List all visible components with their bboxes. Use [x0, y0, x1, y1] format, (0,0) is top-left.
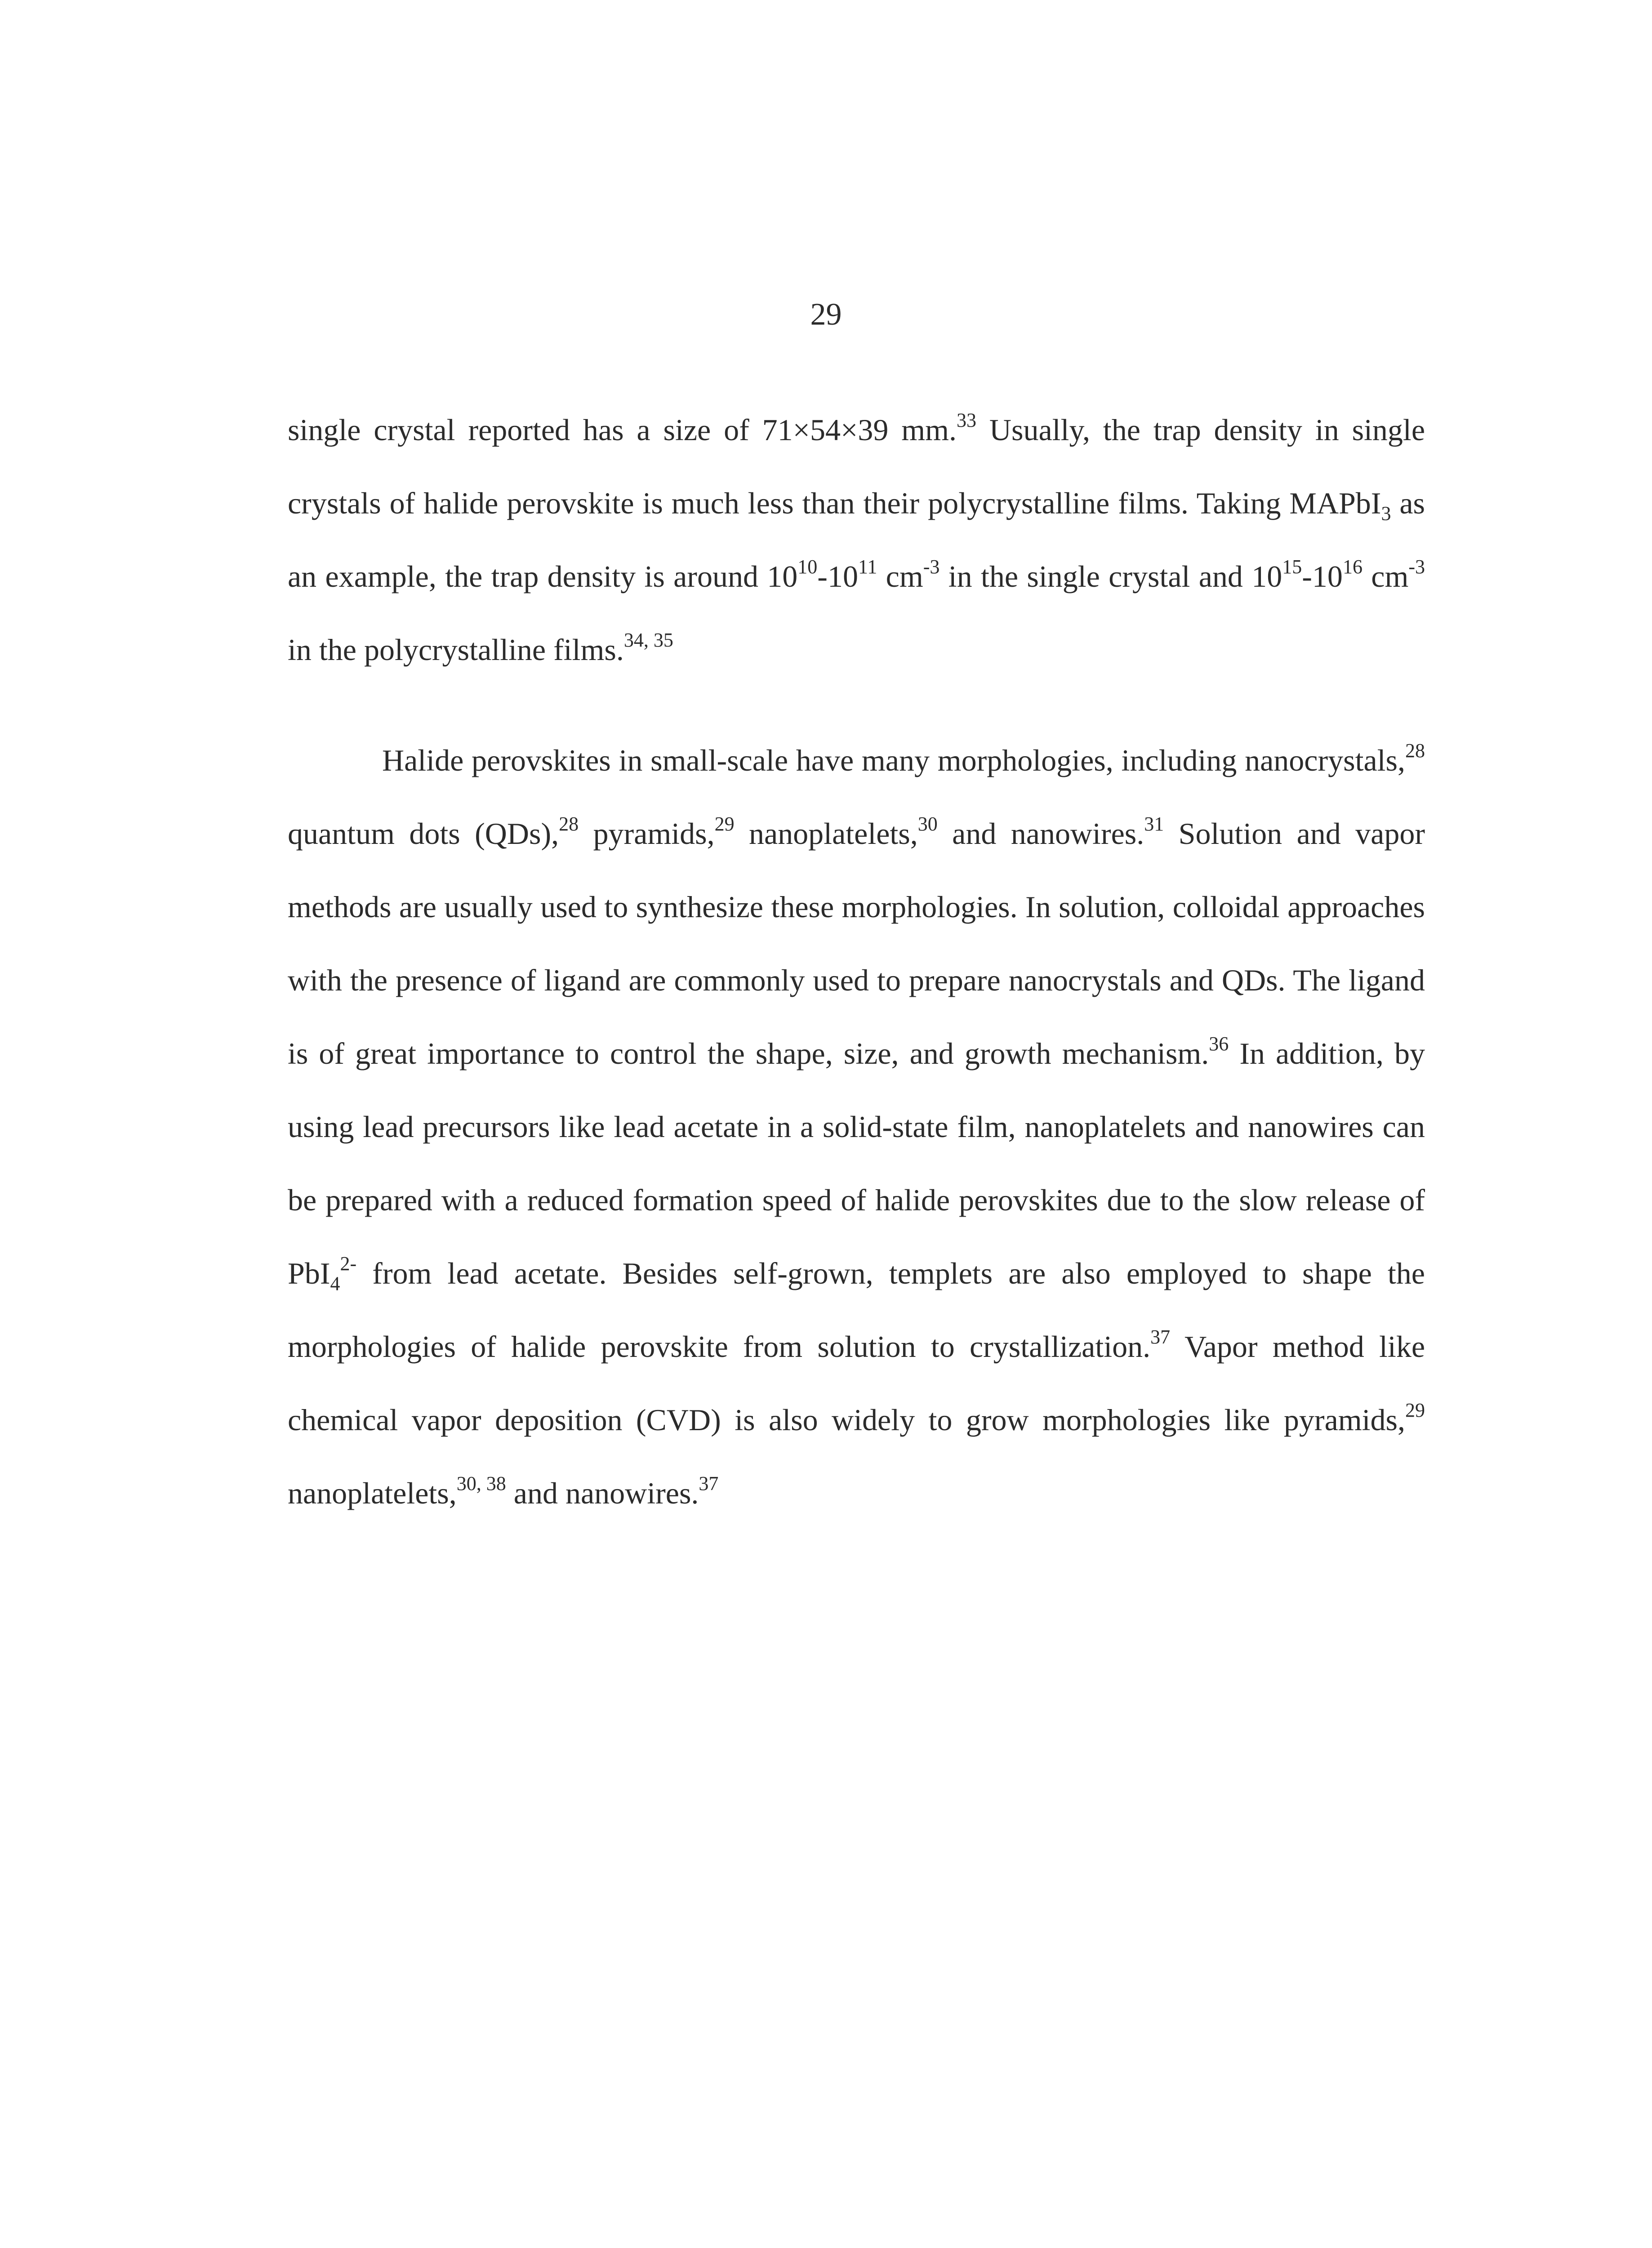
text-run: Vapor method like chemical vapor deposition (CVD) is also widely to grow morphologies like pyramids,: [288, 1329, 1425, 1437]
text-run: as an example, the trap density is around 10: [288, 486, 1425, 593]
text-run: In addition, by using lead precursors like lead acetate in a solid-state film, nanoplatelets and nanowires can be prepared with a reduced formation speed of halide perovskites due to the slow release of PbI: [288, 1036, 1425, 1290]
text-run: quantum dots (QDs),: [288, 816, 559, 851]
exponent: -3: [1408, 556, 1425, 578]
text-run: Halide perovskites in small-scale have many morphologies, including nanocrystals,: [382, 743, 1405, 777]
text-run: nanoplatelets,: [734, 816, 918, 851]
text-run: -10: [817, 559, 858, 593]
citation: 36: [1209, 1033, 1229, 1055]
text-run: in the single crystal and 10: [940, 559, 1282, 593]
text-run: cm: [1362, 559, 1409, 593]
citation: 29: [714, 813, 735, 835]
text-run: Usually, the trap density in single crystals of halide perovskite is much less than their polycrystalline films. Taking MAPbI: [288, 413, 1425, 520]
citation: 28: [559, 813, 579, 835]
paragraph-morphologies: [288, 724, 1425, 1530]
citation: 30: [917, 813, 938, 835]
citation: 34, 35: [623, 629, 673, 651]
text-run: Solution and vapor methods are usually used to synthesize these morphologies. In solution, colloidal approaches with the presence of ligand are commonly used to prepare nanocrystals and QDs. The ligand is of great importance to control the shape, size, and growth mechanism.: [288, 816, 1425, 1070]
exponent: 16: [1342, 556, 1363, 578]
citation: 37: [699, 1472, 719, 1495]
text-run: and nanowires.: [506, 1476, 699, 1510]
subscript: 4: [330, 1272, 340, 1295]
text-run: cm: [877, 559, 923, 593]
text-run: from lead acetate. Besides self-grown, templets are also employed to shape the morphologies of halide perovskite from solution to crystallization.: [288, 1256, 1425, 1364]
exponent: 11: [858, 556, 877, 578]
page-number: 29: [810, 297, 842, 332]
text-run: and nanowires.: [937, 816, 1144, 851]
text-run: pyramids,: [579, 816, 715, 851]
exponent: 10: [797, 556, 818, 578]
charge-superscript: 2-: [340, 1253, 357, 1275]
exponent: 15: [1282, 556, 1302, 578]
citation: 37: [1150, 1326, 1171, 1348]
exponent: -3: [923, 556, 940, 578]
citation: 30, 38: [456, 1472, 506, 1495]
citation: 29: [1405, 1399, 1425, 1422]
subscript: 3: [1381, 502, 1391, 525]
text-run: single crystal reported has a size of 71×54×39 mm.: [288, 413, 957, 447]
paragraph-trap-density: [288, 393, 1425, 687]
citation: 33: [957, 409, 977, 432]
text-run: nanoplatelets,: [288, 1476, 457, 1510]
text-run: in the polycrystalline films.: [288, 633, 624, 667]
text-run: -10: [1302, 559, 1343, 593]
citation: 31: [1144, 813, 1164, 835]
citation: 28: [1405, 740, 1425, 762]
